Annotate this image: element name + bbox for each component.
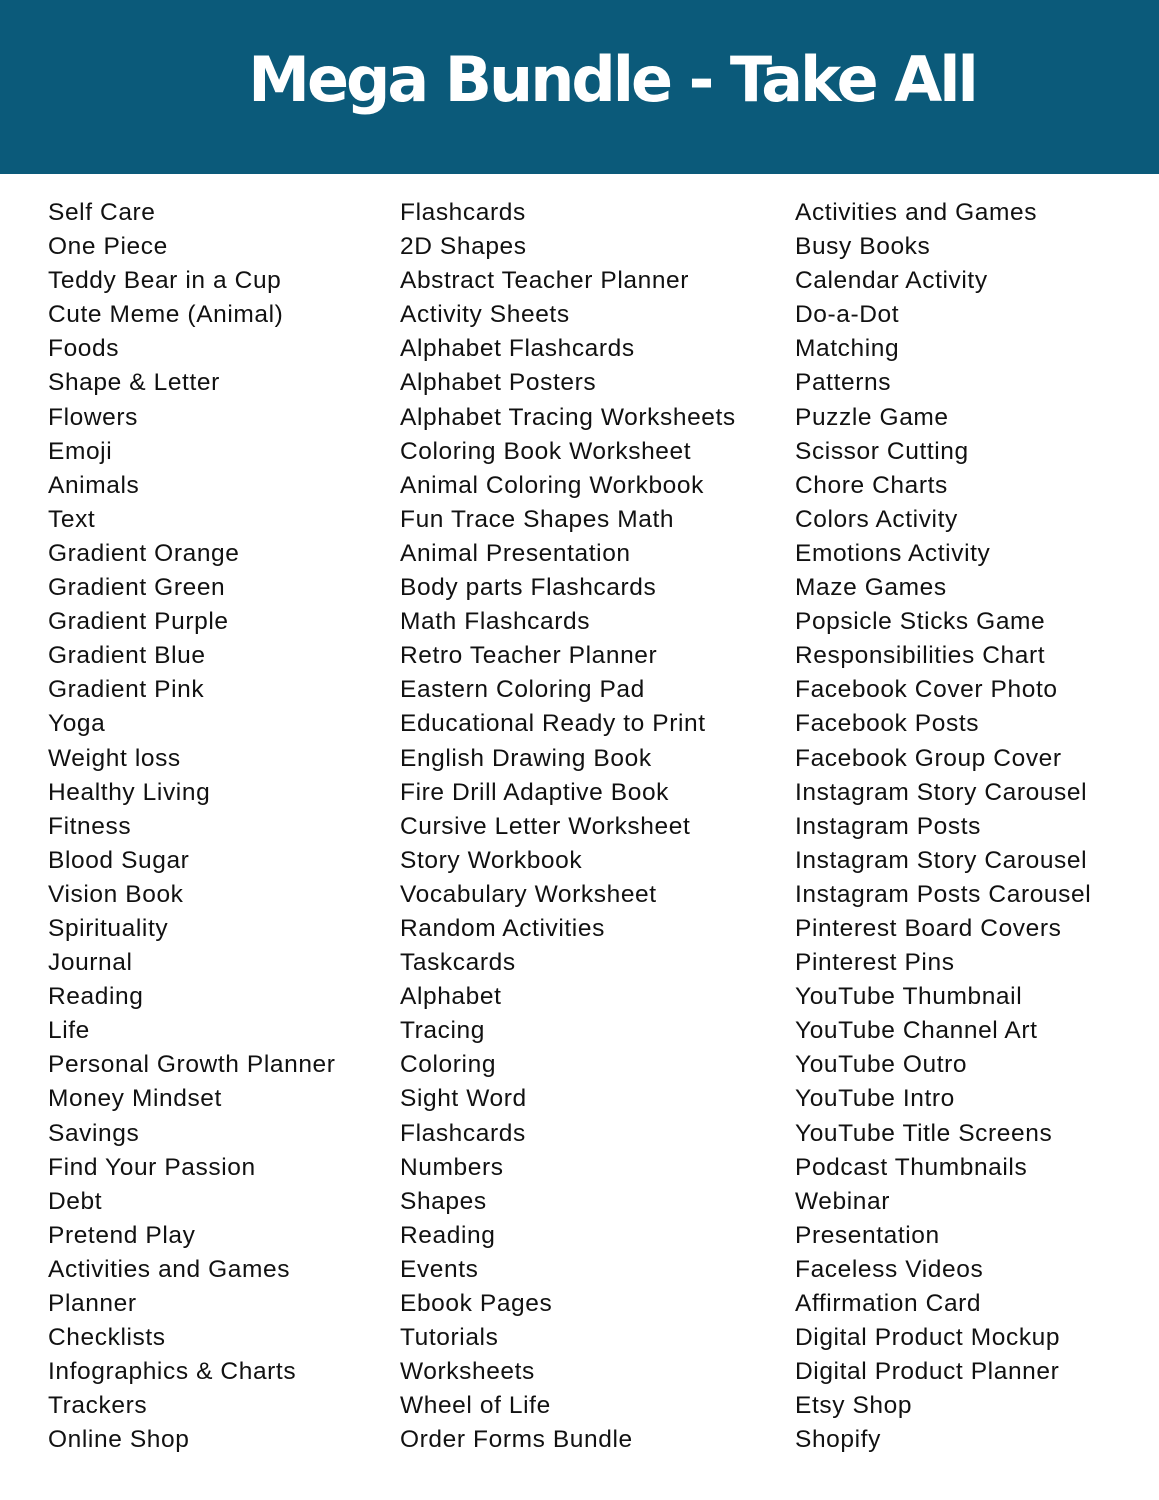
list-item: Matching xyxy=(795,335,900,363)
list-item: Wheel of Life xyxy=(400,1392,551,1420)
list-item: Teddy Bear in a Cup xyxy=(48,267,282,295)
list-item: Faceless Videos xyxy=(795,1255,984,1283)
list-item: Personal Growth Planner xyxy=(48,1051,336,1079)
list-item: Fun Trace Shapes Math xyxy=(400,505,675,533)
list-item: Instagram Posts Carousel xyxy=(795,880,1092,908)
list-item: Healthy Living xyxy=(48,778,211,806)
list-item: Instagram Story Carousel xyxy=(795,778,1088,806)
list-item: Numbers xyxy=(400,1153,504,1181)
product-list-column-1 xyxy=(48,196,388,1457)
list-item: Activity Sheets xyxy=(400,301,570,329)
list-item: Digital Product Planner xyxy=(795,1358,1060,1386)
list-item: Gradient Purple xyxy=(48,608,229,636)
list-item: Alphabet Tracing Worksheets xyxy=(400,403,736,431)
list-item: Self Care xyxy=(48,199,156,226)
list-item: Facebook Posts xyxy=(795,710,980,738)
list-item: Activities and Games xyxy=(48,1255,291,1283)
list-item: Shape & Letter xyxy=(48,369,220,397)
list-item: Flashcards xyxy=(400,199,526,226)
list-item: Podcast Thumbnails xyxy=(795,1153,1028,1181)
list-item: Maze Games xyxy=(795,574,947,602)
list-item: Pretend Play xyxy=(48,1221,196,1249)
list-item: Animals xyxy=(48,471,140,499)
list-item: Emoji xyxy=(48,437,113,465)
list-item: Busy Books xyxy=(795,233,931,261)
list-item: Body parts Flashcards xyxy=(400,574,657,602)
list-item: Pinterest Pins xyxy=(795,949,955,977)
list-item: Activities and Games xyxy=(795,199,1038,226)
list-item: Pinterest Board Covers xyxy=(795,914,1062,942)
list-item: Cute Meme (Animal) xyxy=(48,301,284,329)
list-item: Chore Charts xyxy=(795,471,948,499)
list-item: YouTube Intro xyxy=(795,1085,955,1113)
list-item: Order Forms Bundle xyxy=(400,1426,633,1454)
list-item: Infographics & Charts xyxy=(48,1358,297,1386)
page-title: Mega Bundle - Take All xyxy=(248,43,976,116)
list-item: English Drawing Book xyxy=(400,744,652,772)
list-item: Etsy Shop xyxy=(795,1392,913,1420)
list-item: Webinar xyxy=(795,1187,890,1215)
list-item: Yoga xyxy=(48,710,106,738)
list-item: Emotions Activity xyxy=(795,539,991,567)
list-item: Responsibilities Chart xyxy=(795,642,1046,670)
list-item: Animal Presentation xyxy=(400,539,631,567)
list-item: Scissor Cutting xyxy=(795,437,969,465)
list-item: Reading xyxy=(48,983,144,1011)
list-item: Gradient Blue xyxy=(48,642,206,670)
header-banner xyxy=(0,0,1159,174)
product-list-column-3 xyxy=(795,196,1150,1457)
list-item: Gradient Pink xyxy=(48,676,205,704)
list-item: Coloring Book Worksheet xyxy=(400,437,692,465)
list-item: Tracing xyxy=(400,1017,485,1045)
list-item: Alphabet Posters xyxy=(400,369,597,397)
list-item: Abstract Teacher Planner xyxy=(400,267,690,295)
list-item: Reading xyxy=(400,1221,496,1249)
list-item: Sight Word xyxy=(400,1085,527,1113)
list-item: Facebook Group Cover xyxy=(795,744,1062,772)
list-item: Shapes xyxy=(400,1187,487,1215)
list-item: Alphabet Flashcards xyxy=(400,335,635,363)
list-item: Savings xyxy=(48,1119,140,1147)
list-item: Do-a-Dot xyxy=(795,301,900,329)
list-item: Shopify xyxy=(795,1426,881,1454)
list-item: Text xyxy=(48,505,96,533)
list-item: Animal Coloring Workbook xyxy=(400,471,704,499)
list-item: Weight loss xyxy=(48,744,181,772)
list-item: Online Shop xyxy=(48,1426,190,1454)
list-item: Coloring xyxy=(400,1051,497,1079)
list-item: YouTube Outro xyxy=(795,1051,968,1079)
list-item: Patterns xyxy=(795,369,892,397)
list-item: Cursive Letter Worksheet xyxy=(400,812,691,840)
list-item: Spirituality xyxy=(48,914,169,942)
list-item: Instagram Posts xyxy=(795,812,982,840)
list-item: Gradient Orange xyxy=(48,539,240,567)
list-item: Trackers xyxy=(48,1392,148,1420)
list-item: YouTube Channel Art xyxy=(795,1017,1038,1045)
list-item: Blood Sugar xyxy=(48,846,190,874)
list-item: Life xyxy=(48,1017,90,1045)
list-item: Events xyxy=(400,1255,479,1283)
list-item: Instagram Story Carousel xyxy=(795,846,1088,874)
list-item: Calendar Activity xyxy=(795,267,988,295)
list-item: Facebook Cover Photo xyxy=(795,676,1058,704)
list-item: Math Flashcards xyxy=(400,608,591,636)
list-item: Puzzle Game xyxy=(795,403,949,431)
list-item: Fitness xyxy=(48,812,132,840)
list-item: Colors Activity xyxy=(795,505,958,533)
list-item: Vision Book xyxy=(48,880,184,908)
list-item: Debt xyxy=(48,1187,103,1215)
list-item: One Piece xyxy=(48,233,168,261)
list-item: Educational Ready to Print xyxy=(400,710,706,738)
list-item: Flowers xyxy=(48,403,138,431)
list-item: Ebook Pages xyxy=(400,1290,553,1317)
list-item: Alphabet xyxy=(400,983,502,1011)
list-item: Tutorials xyxy=(400,1324,499,1352)
list-item: YouTube Title Screens xyxy=(795,1119,1053,1147)
list-item: Taskcards xyxy=(400,949,516,977)
list-item: YouTube Thumbnail xyxy=(795,983,1023,1011)
product-list-column-2 xyxy=(400,196,780,1457)
list-item: Presentation xyxy=(795,1221,940,1249)
list-item: Random Activities xyxy=(400,914,605,942)
list-item: Find Your Passion xyxy=(48,1153,256,1181)
list-item: Story Workbook xyxy=(400,846,583,874)
list-item: Fire Drill Adaptive Book xyxy=(400,778,670,806)
list-item: Vocabulary Worksheet xyxy=(400,880,657,908)
list-item: Popsicle Sticks Game xyxy=(795,608,1046,636)
list-item: Planner xyxy=(48,1290,137,1317)
list-item: Worksheets xyxy=(400,1358,535,1386)
list-item: Journal xyxy=(48,949,133,977)
list-item: Affirmation Card xyxy=(795,1290,982,1317)
list-item: 2D Shapes xyxy=(400,233,527,261)
list-item: Foods xyxy=(48,335,120,363)
list-item: Eastern Coloring Pad xyxy=(400,676,645,704)
list-item: Money Mindset xyxy=(48,1085,222,1113)
list-item: Checklists xyxy=(48,1324,166,1352)
list-item: Digital Product Mockup xyxy=(795,1324,1061,1352)
list-item: Retro Teacher Planner xyxy=(400,642,658,670)
list-item: Flashcards xyxy=(400,1119,526,1147)
list-item: Gradient Green xyxy=(48,574,226,602)
